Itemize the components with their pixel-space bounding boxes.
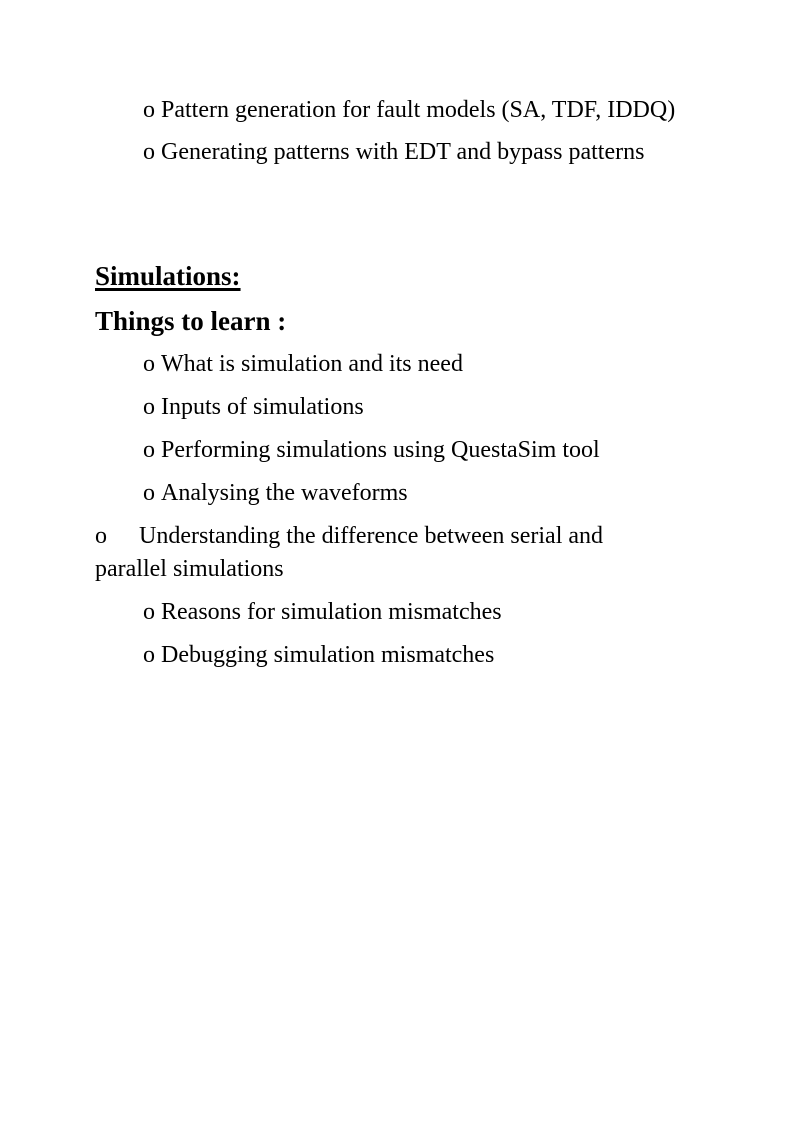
list-item [143,434,683,467]
list-item-text: Inputs of simulations [161,394,364,420]
list-item-text: Debugging simulation mismatches [161,642,495,668]
bullet-marker: o [143,351,155,377]
list-item-text: Performing simulations using QuestaSim tool [161,437,600,463]
bullet-marker: o [143,394,155,420]
bullet-marker: o [143,139,155,165]
list-item-text: Understanding the difference between serial and parallel simulations [95,523,604,582]
intro-bullet-list [95,94,683,169]
list-item-text: Analysing the waveforms [161,480,408,506]
list-item-hanging [95,520,680,586]
list-item [143,94,683,127]
bullet-marker: o [143,599,155,625]
section-spacer [95,178,683,259]
bullet-marker: o [143,97,155,123]
list-item-text: Generating patterns with EDT and bypass patterns [161,139,645,165]
bullet-marker: o [143,642,155,668]
list-item [143,639,683,672]
list-item-text: Pattern generation for fault models (SA, TDF, IDDQ) [161,97,676,123]
list-item-text: What is simulation and its need [161,351,463,377]
list-item-text: Reasons for simulation mismatches [161,599,502,625]
section-heading-text: Simulations: [95,261,241,291]
bullet-marker: o [95,523,107,549]
list-item [143,391,683,424]
section-subheading: Things to learn : [95,306,287,336]
bullet-marker: o [143,480,155,506]
section-heading [95,259,683,293]
list-item [143,477,683,510]
list-item [143,136,683,169]
list-item [143,596,683,629]
list-item [143,348,683,381]
bullet-marker: o [143,437,155,463]
simulations-section [95,259,683,672]
